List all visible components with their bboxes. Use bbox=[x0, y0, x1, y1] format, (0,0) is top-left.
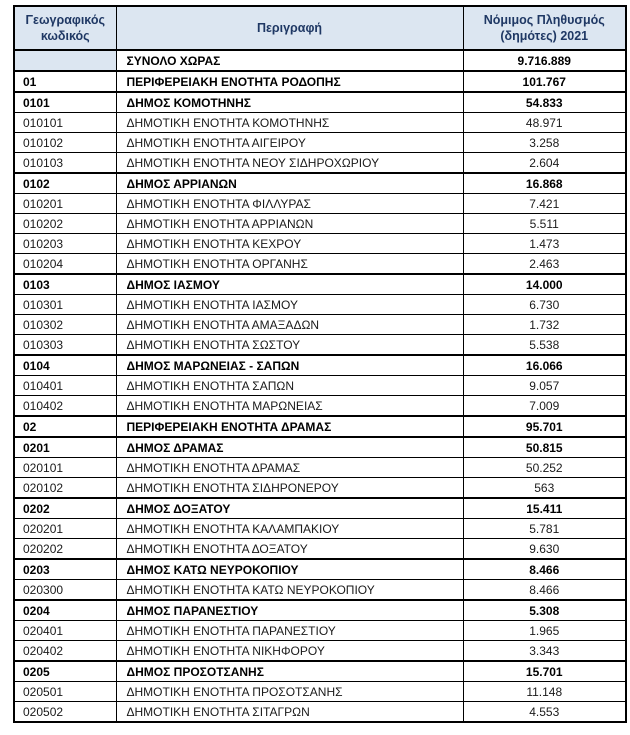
cell-value: 8.466 bbox=[463, 559, 626, 580]
cell-value: 9.057 bbox=[463, 376, 626, 396]
cell-description: ΔΗΜΟΣ ΙΑΣΜΟΥ bbox=[116, 274, 463, 295]
cell-value: 5.781 bbox=[463, 519, 626, 539]
cell-code: 0203 bbox=[14, 559, 116, 580]
cell-code: 020201 bbox=[14, 519, 116, 539]
table-row bbox=[14, 641, 626, 662]
cell-code: 010303 bbox=[14, 335, 116, 356]
cell-description: ΔΗΜΟΤΙΚΗ ΕΝΟΤΗΤΑ ΔΡΑΜΑΣ bbox=[116, 458, 463, 478]
table-row bbox=[14, 50, 626, 71]
cell-description: ΔΗΜΟΣ ΜΑΡΩΝΕΙΑΣ - ΣΑΠΩΝ bbox=[116, 355, 463, 376]
cell-description: ΔΗΜΟΤΙΚΗ ΕΝΟΤΗΤΑ ΙΑΣΜΟΥ bbox=[116, 295, 463, 315]
cell-description: ΔΗΜΟΤΙΚΗ ΕΝΟΤΗΤΑ ΠΡΟΣΟΤΣΑΝΗΣ bbox=[116, 682, 463, 702]
table-row bbox=[14, 173, 626, 194]
cell-value: 48.971 bbox=[463, 113, 626, 133]
cell-code: 0202 bbox=[14, 498, 116, 519]
header-description: Περιγραφή bbox=[116, 6, 463, 50]
header-geographic-code: Γεωγραφικός κωδικός bbox=[14, 6, 116, 50]
cell-description: ΔΗΜΟΤΙΚΗ ΕΝΟΤΗΤΑ ΣΙΔΗΡΟΝΕΡΟΥ bbox=[116, 478, 463, 499]
cell-description: ΔΗΜΟΤΙΚΗ ΕΝΟΤΗΤΑ ΑΡΡΙΑΝΩΝ bbox=[116, 214, 463, 234]
header-legal-population: Νόμιμος Πληθυσμός (δημότες) 2021 bbox=[463, 6, 626, 50]
cell-description: ΔΗΜΟΤΙΚΗ ΕΝΟΤΗΤΑ ΔΟΞΑΤΟΥ bbox=[116, 539, 463, 560]
cell-value: 14.000 bbox=[463, 274, 626, 295]
table-row bbox=[14, 355, 626, 376]
table-row bbox=[14, 559, 626, 580]
cell-code: 020101 bbox=[14, 458, 116, 478]
cell-description: ΔΗΜΟΣ ΑΡΡΙΑΝΩΝ bbox=[116, 173, 463, 194]
cell-description: ΔΗΜΟΤΙΚΗ ΕΝΟΤΗΤΑ ΝΙΚΗΦΟΡΟΥ bbox=[116, 641, 463, 662]
cell-description: ΔΗΜΟΤΙΚΗ ΕΝΟΤΗΤΑ ΚΑΤΩ ΝΕΥΡΟΚΟΠΙΟΥ bbox=[116, 580, 463, 601]
cell-description: ΔΗΜΟΤΙΚΗ ΕΝΟΤΗΤΑ ΠΑΡΑΝΕΣΤΙΟΥ bbox=[116, 621, 463, 641]
cell-value: 11.148 bbox=[463, 682, 626, 702]
cell-description: ΔΗΜΟΤΙΚΗ ΕΝΟΤΗΤΑ ΦΙΛΛΥΡΑΣ bbox=[116, 194, 463, 214]
table-row bbox=[14, 498, 626, 519]
table-row bbox=[14, 113, 626, 133]
cell-code: 010202 bbox=[14, 214, 116, 234]
cell-value: 7.009 bbox=[463, 396, 626, 417]
table-row bbox=[14, 458, 626, 478]
cell-value: 3.258 bbox=[463, 133, 626, 153]
cell-value: 4.553 bbox=[463, 702, 626, 723]
cell-description: ΔΗΜΟΤΙΚΗ ΕΝΟΤΗΤΑ ΣΑΠΩΝ bbox=[116, 376, 463, 396]
cell-code: 010204 bbox=[14, 254, 116, 275]
cell-code: 0204 bbox=[14, 600, 116, 621]
cell-value: 1.732 bbox=[463, 315, 626, 335]
table-row bbox=[14, 194, 626, 214]
table-body bbox=[14, 50, 626, 722]
cell-value: 5.511 bbox=[463, 214, 626, 234]
table-row bbox=[14, 254, 626, 275]
table-row bbox=[14, 702, 626, 723]
table-row bbox=[14, 214, 626, 234]
table-row bbox=[14, 519, 626, 539]
table-header bbox=[14, 6, 626, 50]
table-row bbox=[14, 71, 626, 92]
cell-code: 020202 bbox=[14, 539, 116, 560]
table-row bbox=[14, 376, 626, 396]
cell-description: ΔΗΜΟΤΙΚΗ ΕΝΟΤΗΤΑ ΑΜΑΞΑΔΩΝ bbox=[116, 315, 463, 335]
cell-value: 50.815 bbox=[463, 437, 626, 458]
table-row bbox=[14, 621, 626, 641]
cell-description: ΠΕΡΙΦΕΡΕΙΑΚΗ ΕΝΟΤΗΤΑ ΔΡΑΜΑΣ bbox=[116, 416, 463, 437]
cell-code: 020502 bbox=[14, 702, 116, 723]
cell-code: 0101 bbox=[14, 92, 116, 113]
cell-value: 1.965 bbox=[463, 621, 626, 641]
table-row bbox=[14, 437, 626, 458]
table-row bbox=[14, 580, 626, 601]
header-row bbox=[14, 6, 626, 50]
cell-code: 020501 bbox=[14, 682, 116, 702]
cell-code: 020300 bbox=[14, 580, 116, 601]
cell-value: 7.421 bbox=[463, 194, 626, 214]
cell-description: ΔΗΜΟΤΙΚΗ ΕΝΟΤΗΤΑ ΣΩΣΤΟΥ bbox=[116, 335, 463, 356]
cell-description: ΔΗΜΟΣ ΚΟΜΟΤΗΝΗΣ bbox=[116, 92, 463, 113]
cell-value: 3.343 bbox=[463, 641, 626, 662]
cell-value: 2.604 bbox=[463, 153, 626, 174]
population-table bbox=[13, 5, 627, 723]
cell-code: 020401 bbox=[14, 621, 116, 641]
table-row bbox=[14, 416, 626, 437]
table-row bbox=[14, 682, 626, 702]
cell-code: 010302 bbox=[14, 315, 116, 335]
cell-code: 020102 bbox=[14, 478, 116, 499]
cell-description: ΣΥΝΟΛΟ ΧΩΡΑΣ bbox=[116, 50, 463, 71]
cell-value: 9.630 bbox=[463, 539, 626, 560]
cell-value: 2.463 bbox=[463, 254, 626, 275]
cell-description: ΔΗΜΟΣ ΠΡΟΣΟΤΣΑΝΗΣ bbox=[116, 661, 463, 682]
table-row bbox=[14, 478, 626, 499]
cell-code bbox=[14, 50, 116, 71]
cell-description: ΔΗΜΟΣ ΚΑΤΩ ΝΕΥΡΟΚΟΠΙΟΥ bbox=[116, 559, 463, 580]
cell-description: ΔΗΜΟΤΙΚΗ ΕΝΟΤΗΤΑ ΣΙΤΑΓΡΩΝ bbox=[116, 702, 463, 723]
cell-value: 54.833 bbox=[463, 92, 626, 113]
cell-code: 02 bbox=[14, 416, 116, 437]
cell-code: 010103 bbox=[14, 153, 116, 174]
cell-value: 101.767 bbox=[463, 71, 626, 92]
cell-value: 1.473 bbox=[463, 234, 626, 254]
cell-description: ΔΗΜΟΤΙΚΗ ΕΝΟΤΗΤΑ ΜΑΡΩΝΕΙΑΣ bbox=[116, 396, 463, 417]
cell-code: 0102 bbox=[14, 173, 116, 194]
cell-description: ΔΗΜΟΣ ΔΟΞΑΤΟΥ bbox=[116, 498, 463, 519]
table-row bbox=[14, 600, 626, 621]
cell-value: 15.701 bbox=[463, 661, 626, 682]
table-row bbox=[14, 396, 626, 417]
cell-value: 95.701 bbox=[463, 416, 626, 437]
cell-description: ΔΗΜΟΤΙΚΗ ΕΝΟΤΗΤΑ ΚΑΛΑΜΠΑΚΙΟΥ bbox=[116, 519, 463, 539]
cell-code: 020402 bbox=[14, 641, 116, 662]
cell-code: 010203 bbox=[14, 234, 116, 254]
cell-value: 563 bbox=[463, 478, 626, 499]
table-row bbox=[14, 92, 626, 113]
cell-code: 0103 bbox=[14, 274, 116, 295]
table-row bbox=[14, 274, 626, 295]
cell-description: ΔΗΜΟΤΙΚΗ ΕΝΟΤΗΤΑ ΚΕΧΡΟΥ bbox=[116, 234, 463, 254]
cell-description: ΔΗΜΟΣ ΔΡΑΜΑΣ bbox=[116, 437, 463, 458]
table-row bbox=[14, 335, 626, 356]
cell-value: 5.308 bbox=[463, 600, 626, 621]
table-row bbox=[14, 539, 626, 560]
cell-code: 01 bbox=[14, 71, 116, 92]
cell-code: 0205 bbox=[14, 661, 116, 682]
table-row bbox=[14, 133, 626, 153]
cell-code: 010201 bbox=[14, 194, 116, 214]
table-row bbox=[14, 153, 626, 174]
cell-code: 010301 bbox=[14, 295, 116, 315]
cell-value: 5.538 bbox=[463, 335, 626, 356]
table-row bbox=[14, 234, 626, 254]
cell-description: ΔΗΜΟΤΙΚΗ ΕΝΟΤΗΤΑ ΚΟΜΟΤΗΝΗΣ bbox=[116, 113, 463, 133]
cell-value: 9.716.889 bbox=[463, 50, 626, 71]
cell-code: 010401 bbox=[14, 376, 116, 396]
cell-value: 8.466 bbox=[463, 580, 626, 601]
cell-value: 16.066 bbox=[463, 355, 626, 376]
cell-code: 0104 bbox=[14, 355, 116, 376]
cell-description: ΔΗΜΟΣ ΠΑΡΑΝΕΣΤΙΟΥ bbox=[116, 600, 463, 621]
cell-value: 6.730 bbox=[463, 295, 626, 315]
cell-description: ΔΗΜΟΤΙΚΗ ΕΝΟΤΗΤΑ ΟΡΓΑΝΗΣ bbox=[116, 254, 463, 275]
cell-description: ΔΗΜΟΤΙΚΗ ΕΝΟΤΗΤΑ ΝΕΟΥ ΣΙΔΗΡΟΧΩΡΙΟΥ bbox=[116, 153, 463, 174]
cell-value: 50.252 bbox=[463, 458, 626, 478]
cell-code: 010402 bbox=[14, 396, 116, 417]
table-row bbox=[14, 315, 626, 335]
cell-code: 0201 bbox=[14, 437, 116, 458]
table-row bbox=[14, 661, 626, 682]
cell-code: 010101 bbox=[14, 113, 116, 133]
cell-code: 010102 bbox=[14, 133, 116, 153]
cell-value: 16.868 bbox=[463, 173, 626, 194]
cell-description: ΔΗΜΟΤΙΚΗ ΕΝΟΤΗΤΑ ΑΙΓΕΙΡΟΥ bbox=[116, 133, 463, 153]
cell-value: 15.411 bbox=[463, 498, 626, 519]
table-row bbox=[14, 295, 626, 315]
cell-description: ΠΕΡΙΦΕΡΕΙΑΚΗ ΕΝΟΤΗΤΑ ΡΟΔΟΠΗΣ bbox=[116, 71, 463, 92]
